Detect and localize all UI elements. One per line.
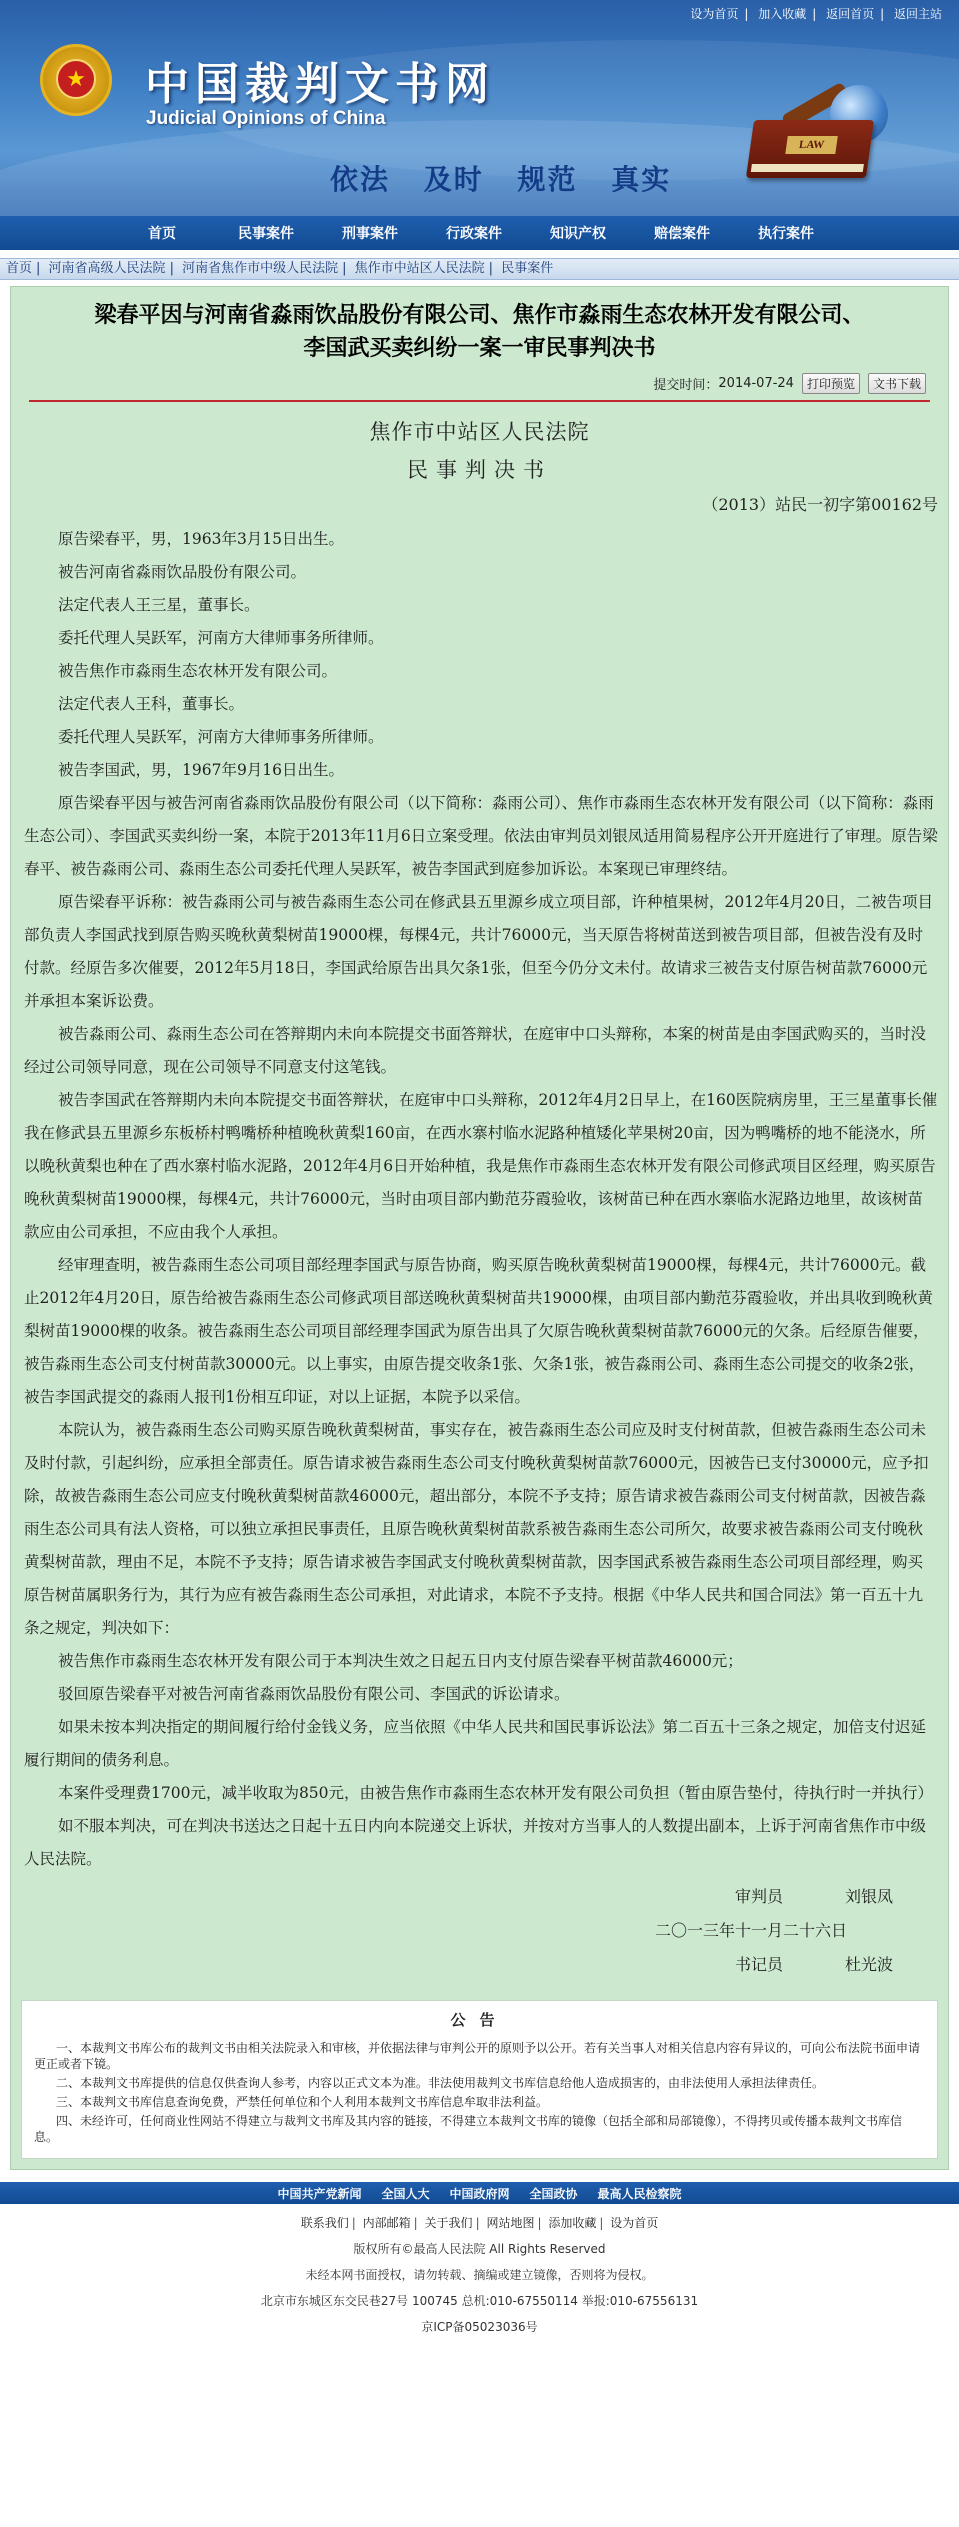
notice-item: 二、本裁判文书库提供的信息仅供查询人参考，内容以正式文本为准。非法使用裁判文书库信息给他人造成损害的，由非法使用人承担法律责任。 <box>56 2076 825 2090</box>
document-paragraph: 被告淼雨公司、淼雨生态公司在答辩期内未向本院提交书面答辩状，在庭审中口头辩称，本案的树苗是由李国武购买的，当时没经过公司领导同意，现在公司领导不同意支付这笔钱。 <box>24 1025 927 1076</box>
document-paragraph: 如不服本判决，可在判决书送达之日起十五日内向本院递交上诉状，并按对方当事人的人数提出副本，上诉于河南省焦作市中级人民法院。 <box>24 1817 927 1868</box>
about-link[interactable]: 关于我们 <box>424 2216 473 2230</box>
judge-role: 审判员 <box>735 1887 784 1906</box>
footer-nav-link[interactable]: 最高人民检察院 <box>597 2186 682 2201</box>
judge-row <box>15 1880 944 1914</box>
copyright-warning: 未经本网书面授权，请勿转载、摘编或建立镜像，否则将为侵权。 <box>305 2268 654 2282</box>
document-paragraph: 被告李国武在答辩期内未向本院提交书面答辩状，在庭审中口头辩称，2012年4月2日早上，在160医院病房里，王三星董事长催我在修武县五里源乡东板桥村鸭嘴桥种植晚秋黄梨160亩，在西水寨村临水泥路种植矮化苹果树20亩，因为鸭嘴桥的地不能浇水，所以晚秋黄梨也种在了西水寨村临水泥路，2012年4月6日开始种植，我是焦作市淼雨生态农林开发有限公司修武项目区经理，购买原告晚秋黄梨树苗19000棵，每棵4元，共计76000元，当时由项目部内勤范芬霞验收，该树苗已种在西水寨临水泥路边地里，故该树苗款应由公司承担，不应由我个人承担。 <box>24 1091 938 1241</box>
case-number: （2013）站民一初字第00162号 <box>702 495 938 514</box>
clerk-row <box>15 1948 944 1982</box>
document-paragraph: 法定代表人王三星，董事长。 <box>58 596 260 614</box>
icp-number: 京ICP备05023036号 <box>421 2320 538 2334</box>
back-home-link[interactable]: 返回首页 <box>826 7 875 21</box>
slogan-word: 依法 <box>330 163 391 196</box>
sitemap-link[interactable]: 网站地图 <box>486 2216 535 2230</box>
slogan-word: 及时 <box>423 163 484 196</box>
back-main-site-link[interactable]: 返回主站 <box>893 7 942 21</box>
document-frame <box>10 286 949 2170</box>
document-paragraph: 原告梁春平，男，1963年3月15日出生。 <box>58 530 345 548</box>
slogan <box>330 158 693 198</box>
judgment-date: 二〇一三年十一月二十六日 <box>655 1921 848 1940</box>
notice-box <box>21 2000 938 2159</box>
notice-title: 公告 <box>450 2011 509 2029</box>
slogan-word: 规范 <box>517 163 578 196</box>
court-name: 焦作市中站区人民法院 <box>369 420 590 444</box>
clerk-name: 杜光波 <box>845 1955 894 1974</box>
document-paragraph: 本院认为，被告淼雨生态公司购买原告晚秋黄梨树苗，事实存在，被告淼雨生态公司应及时支付树苗款，但被告淼雨生态公司未及时付款，引起纠纷，应承担全部责任。原告请求被告淼雨生态公司支付晚秋黄梨树苗款76000元，因被告已支付30000元，应予扣除，故被告淼雨生态公司应支付晚秋黄梨树苗款46000元，超出部分，本院不予支持；原告请求被告淼雨公司支付树苗款，因被告淼雨生态公司具有法人资格，可以独立承担民事责任，且原告晚秋黄梨树苗款系被告淼雨生态公司所欠，故要求被告淼雨公司支付晚秋黄梨树苗款，理由不足，本院不予支持；原告请求被告李国武支付晚秋黄梨树苗款，因李国武系被告淼雨生态公司项目部经理，购买原告树苗属职务行为，其行为应有被告淼雨生态公司承担，对此请求，本院不予支持。根据《中华人民共和国合同法》第一百五十九条之规定，判决如下： <box>24 1421 929 1637</box>
document-paragraph: 如果未按本判决指定的期间履行给付金钱义务，应当依照《中华人民共和国民事诉讼法》第二百五十三条之规定，加倍支付迟延履行期间的债务利息。 <box>24 1718 927 1769</box>
download-button[interactable]: 文书下载 <box>868 373 926 394</box>
nav-item-home[interactable]: 首页 <box>148 226 176 242</box>
print-preview-button[interactable]: 打印预览 <box>802 373 860 394</box>
notice-item: 三、本裁判文书库信息查询免费，严禁任何单位和个人利用本裁判文书库信息牟取非法利益。 <box>56 2095 549 2109</box>
contact-link[interactable]: 联系我们 <box>300 2216 349 2230</box>
footer-nav-link[interactable]: 中国政府网 <box>449 2186 510 2201</box>
document-type: 民事判决书 <box>407 458 552 482</box>
document-paragraph: 委托代理人吴跃军，河南方大律师事务所律师。 <box>58 728 384 746</box>
breadcrumb-item[interactable]: 首页 <box>6 261 33 276</box>
document-paragraph: 本案件受理费1700元，减半收取为850元，由被告焦作市淼雨生态农林开发有限公司负担（暂由原告垫付，待执行时一并执行） <box>58 1784 934 1802</box>
notice-item: 一、本裁判文书库公布的裁判文书由相关法院录入和审核，并依据法律与审判公开的原则予以公开。若有关当事人对相关信息内容有异议的，可向公布法院书面申请更正或者下镜。 <box>34 2041 921 2071</box>
site-title: 中国裁判文书网 <box>145 59 495 110</box>
document-paragraph: 经审理查明，被告淼雨生态公司项目部经理李国武与原告协商，购买原告晚秋黄梨树苗19000棵，每棵4元，共计76000元。截止2012年4月20日，原告给被告淼雨生态公司修武项目部送晚秋黄梨树苗共19000棵，由项目部内勤范芬霞验收，并出具收到晚秋黄梨树苗19000棵的收条。被告淼雨生态公司项目部经理李国武为原告出具了欠原告晚秋黄梨树苗款76000元的欠条。后经原告催要，被告淼雨生态公司支付树苗款30000元。以上事实，由原告提交收条1张、欠条1张，被告淼雨公司、淼雨生态公司提交的收条2张，被告李国武提交的淼雨人报刊1份相互印证，对以上证据，本院予以采信。 <box>24 1256 933 1406</box>
submit-time-label: 提交时间： <box>653 378 719 393</box>
site-header <box>0 0 959 216</box>
breadcrumb-item[interactable]: 民事案件 <box>501 261 554 276</box>
document-body <box>15 515 944 1876</box>
document-title: 梁春平因与河南省淼雨饮品股份有限公司、焦作市淼雨生态农林开发有限公司、李国武买卖纠纷一案一审民事判决书 <box>94 302 865 361</box>
document-paragraph: 被告河南省淼雨饮品股份有限公司。 <box>58 563 307 581</box>
nav-item-ip[interactable]: 知识产权 <box>550 226 606 242</box>
footer-nav-link[interactable]: 全国政协 <box>529 2186 578 2201</box>
nav-item-criminal[interactable]: 刑事案件 <box>342 226 398 242</box>
footer-nav-link[interactable]: 中国共产党新闻 <box>277 2186 362 2201</box>
internal-mail-link[interactable]: 内部邮箱 <box>362 2216 411 2230</box>
court-emblem-icon: ★ <box>40 44 112 116</box>
address: 北京市东城区东交民巷27号 100745 总机:010-67550114 举报:010-67556131 <box>260 2294 699 2308</box>
signature-block <box>15 1876 944 1982</box>
breadcrumb: 首页 | 河南省高级人民法院 | 河南省焦作市中级人民法院 | 焦作市中站区人民法院 | 民事案件 <box>0 258 959 280</box>
breadcrumb-item[interactable]: 河南省焦作市中级人民法院 <box>182 261 339 276</box>
main-nav <box>0 216 959 250</box>
set-homepage-link[interactable]: 设为首页 <box>610 2216 659 2230</box>
site-subtitle: Judicial Opinions of China <box>146 108 386 129</box>
breadcrumb-item[interactable]: 焦作市中站区人民法院 <box>354 261 485 276</box>
notice-item: 四、未经许可，任何商业性网站不得建立与裁判文书库及其内容的链接，不得建立本裁判文书库的镜像（包括全部和局部镜像），不得拷贝或传播本裁判文书库信息。 <box>34 2114 903 2144</box>
document-paragraph: 被告李国武，男，1967年9月16日出生。 <box>58 761 345 779</box>
top-links: 设为首页 | 加入收藏 | 返回首页 | 返回主站 <box>690 7 942 21</box>
divider <box>29 400 930 402</box>
copyright: 版权所有©最高人民法院 All Rights Reserved <box>353 2242 606 2256</box>
submit-time-value: 2014-07-24 <box>718 376 794 391</box>
document-paragraph: 原告梁春平诉称：被告淼雨公司与被告淼雨生态公司在修武县五里源乡成立项目部，许种植果树，2012年4月20日，二被告项目部负责人李国武找到原告购买晚秋黄梨树苗19000棵，每棵4元，共计76000元，当天原告将树苗送到被告项目部，但被告没有及时付款。经原告多次催要，2012年5月18日，李国武给原告出具欠条1张，但至今仍分文未付。故请求三被告支付原告树苗款76000元并承担本案诉讼费。 <box>24 893 934 1010</box>
footer-nav-link[interactable]: 全国人大 <box>381 2186 430 2201</box>
law-book-icon: LAW <box>746 120 874 178</box>
breadcrumb-item[interactable]: 河南省高级人民法院 <box>48 261 166 276</box>
document-paragraph: 法定代表人王科，董事长。 <box>58 695 245 713</box>
slogan-word: 真实 <box>611 163 672 196</box>
document-paragraph: 委托代理人吴跃军，河南方大律师事务所律师。 <box>58 629 384 647</box>
add-favorite-link[interactable]: 添加收藏 <box>548 2216 597 2230</box>
nav-item-civil[interactable]: 民事案件 <box>238 226 294 242</box>
footer-nav <box>0 2182 959 2204</box>
set-homepage-link[interactable]: 设为首页 <box>690 7 739 21</box>
document-paragraph: 原告梁春平因与被告河南省淼雨饮品股份有限公司（以下简称：淼雨公司）、焦作市淼雨生态农林开发有限公司（以下简称：淼雨生态公司）、李国武买卖纠纷一案，本院于2013年11月6日立案受理。依法由审判员刘银凤适用简易程序公开开庭进行了审理。原告梁春平、被告淼雨公司、淼雨生态公司委托代理人吴跃军，被告李国武到庭参加诉讼。本案现已审理终结。 <box>24 794 938 878</box>
clerk-role: 书记员 <box>735 1955 784 1974</box>
nav-item-administrative[interactable]: 行政案件 <box>446 226 502 242</box>
nav-item-compensation[interactable]: 赔偿案件 <box>654 226 710 242</box>
judge-name: 刘银凤 <box>845 1887 894 1906</box>
document-meta <box>15 365 944 400</box>
document-paragraph: 被告焦作市淼雨生态农林开发有限公司于本判决生效之日起五日内支付原告梁春平树苗款46000元； <box>58 1652 743 1670</box>
document-paragraph: 被告焦作市淼雨生态农林开发有限公司。 <box>58 662 338 680</box>
nav-item-enforcement[interactable]: 执行案件 <box>758 226 814 242</box>
footer-links: 联系我们 | 内部邮箱 | 关于我们 | 网站地图 | 添加收藏 | 设为首页 <box>300 2216 659 2230</box>
document-paragraph: 驳回原告梁春平对被告河南省淼雨饮品股份有限公司、李国武的诉讼请求。 <box>58 1685 570 1703</box>
add-favorite-link[interactable]: 加入收藏 <box>758 7 807 21</box>
